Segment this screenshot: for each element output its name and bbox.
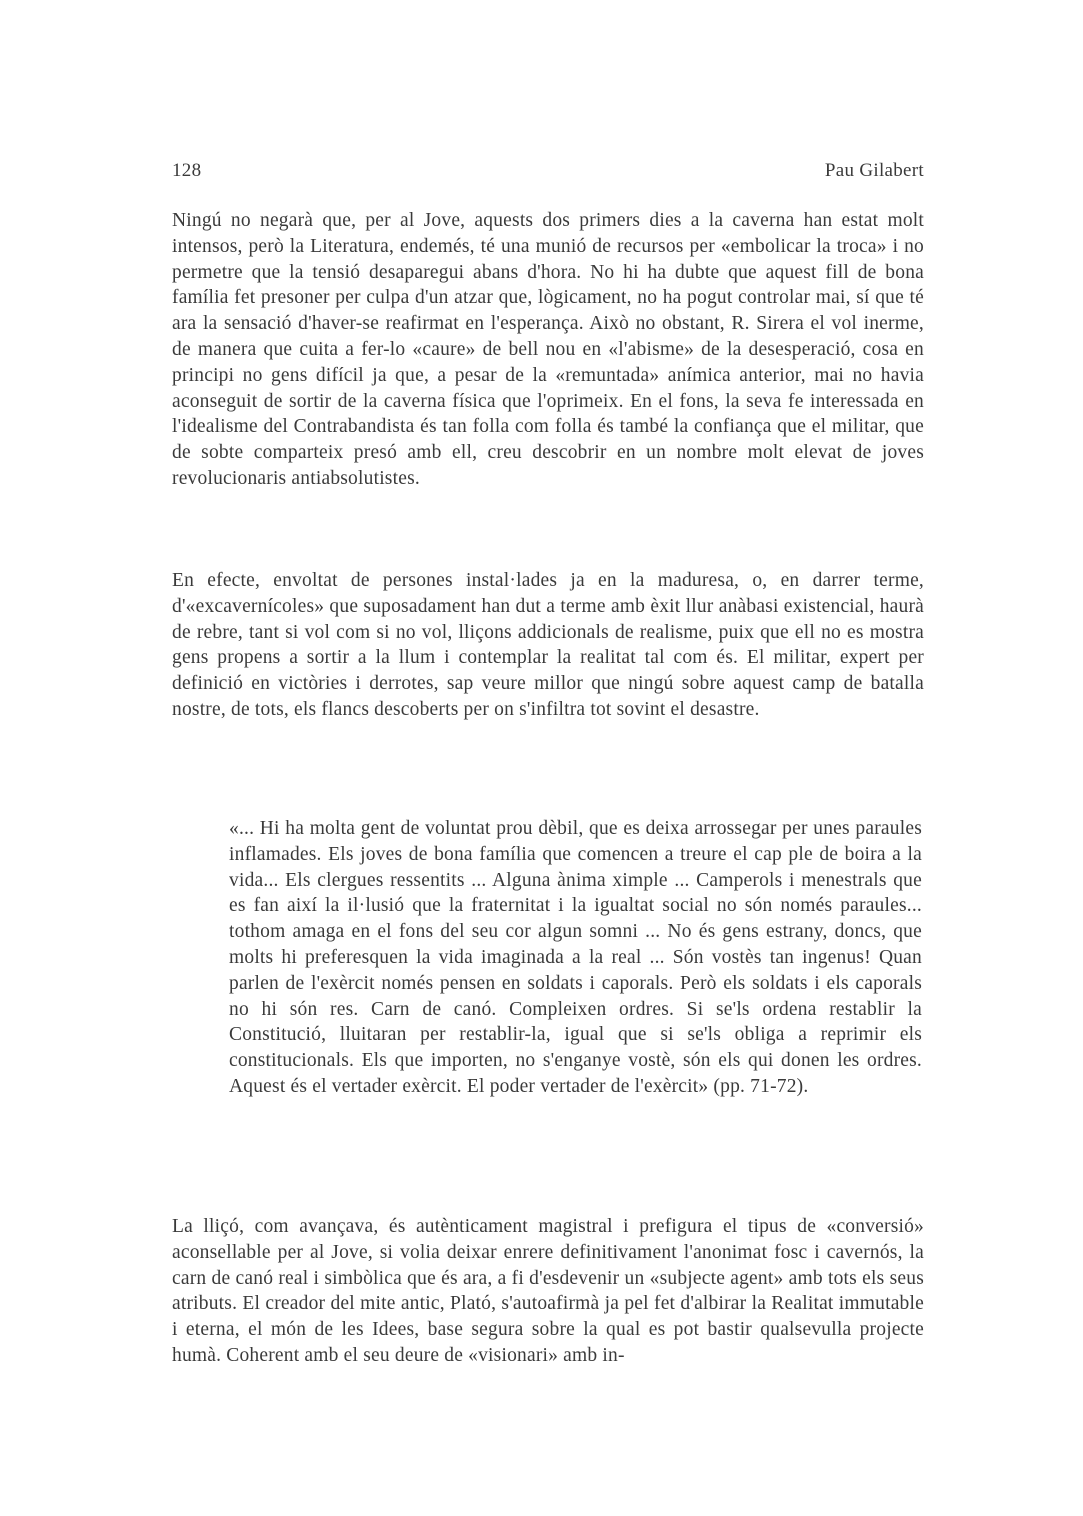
block-quotation: «... Hi ha molta gent de voluntat prou dèbil, que es deixa arrossegar per unes paraules inflamades. Els joves de bona família que comencen a treure el cap ple de boira a la vida... Els clergues ressentits ... Alguna ànima ximple ... Camperols i menestrals que es fan així la il·lusió que la fraternitat i la igualtat social no són només paraules... tothom amaga en el fons del seu cor algun somni ... No és gens estrany, doncs, que molts hi preferesquen la vida imaginada a la real ... Són vostès tan ingenus! Quan parlen de l'exèrcit només pensen en soldats i caporals. Però els soldats i els caporals no hi són res. Carn de canó. Compleixen ordres. Si se'ls ordena restablir la Constitució, lluitaran per restablir-la, igual que si se'ls obliga a reprimir els constitucionals. Els que importen, no s'enganye vostè, són els qui donen les ordres. Aquest és el vertader exèrcit. El poder vertader de l'exèrcit» (pp. 71-72).: [229, 818, 922, 1097]
body-paragraph: Ningú no negarà que, per al Jove, aquests dos primers dies a la caverna han estat molt intensos, però la Literatura, endemés, té una munió de recursos per «embolicar la troca» i no permetre que la tensió desaparegui abans d'hora. No hi ha dubte que aquest fill de bona família fet presoner per culpa d'un atzar que, lògicament, no ha pogut controlar mai, sí que té ara la sensació d'haver-se reafirmat en l'esperança. Això no obstant, R. Sirera el vol inerme, de manera que cuita a fer-lo «caure» de bell nou en «l'abisme» de la desesperació, cosa en principi no gens difícil ja que, a pesar de la «remuntada» anímica anterior, mai no havia aconseguit de sortir de la caverna física que l'oprimeix. En el fons, la seva fe interessada en l'idealisme del Contrabandista és tan folla com folla és també la confiança que el militar, que de sobte comparteix presó amb ell, creu descobrir en un nombre molt elevat de joves revolucionaris antiabsolutistes.: [172, 210, 924, 489]
page-number: 128: [172, 160, 202, 181]
body-paragraph: En efecte, envoltat de persones instal·lades ja en la maduresa, o, en darrer terme, d'«excavernícoles» que suposadament han dut a terme amb èxit llur anàbasi existencial, haurà de rebre, tant si vol com si no vol, lliçons addicionals de realisme, puix que ell no es mostra gens propens a sortir a la llum i contemplar la realitat tal com és. El militar, expert per definició en victòries i derrotes, sap veure millor que ningú sobre aquest camp de batalla nostre, de tots, els flancs descoberts per on s'infiltra tot sovint el desastre.: [172, 570, 924, 720]
body-paragraph: La lliçó, com avançava, és autènticament magistral i prefigura el tipus de «conversió» aconsellable per al Jove, si volia deixar enrere definitivament l'anonimat fosc i cavernós, la carn de canó real i simbòlica que és ara, a fi d'esdevenir un «subjecte agent» amb tots els seus atributs. El creador del mite antic, Plató, s'autoafirmà ja pel fet d'albirar la Realitat immutable i eterna, el món de les Idees, base segura sobre la qual es pot bastir qualsevulla projecte humà. Coherent amb el seu deure de «visionari» amb in-: [172, 1216, 924, 1366]
running-header: [172, 160, 924, 188]
running-author: Pau Gilabert: [824, 160, 924, 181]
